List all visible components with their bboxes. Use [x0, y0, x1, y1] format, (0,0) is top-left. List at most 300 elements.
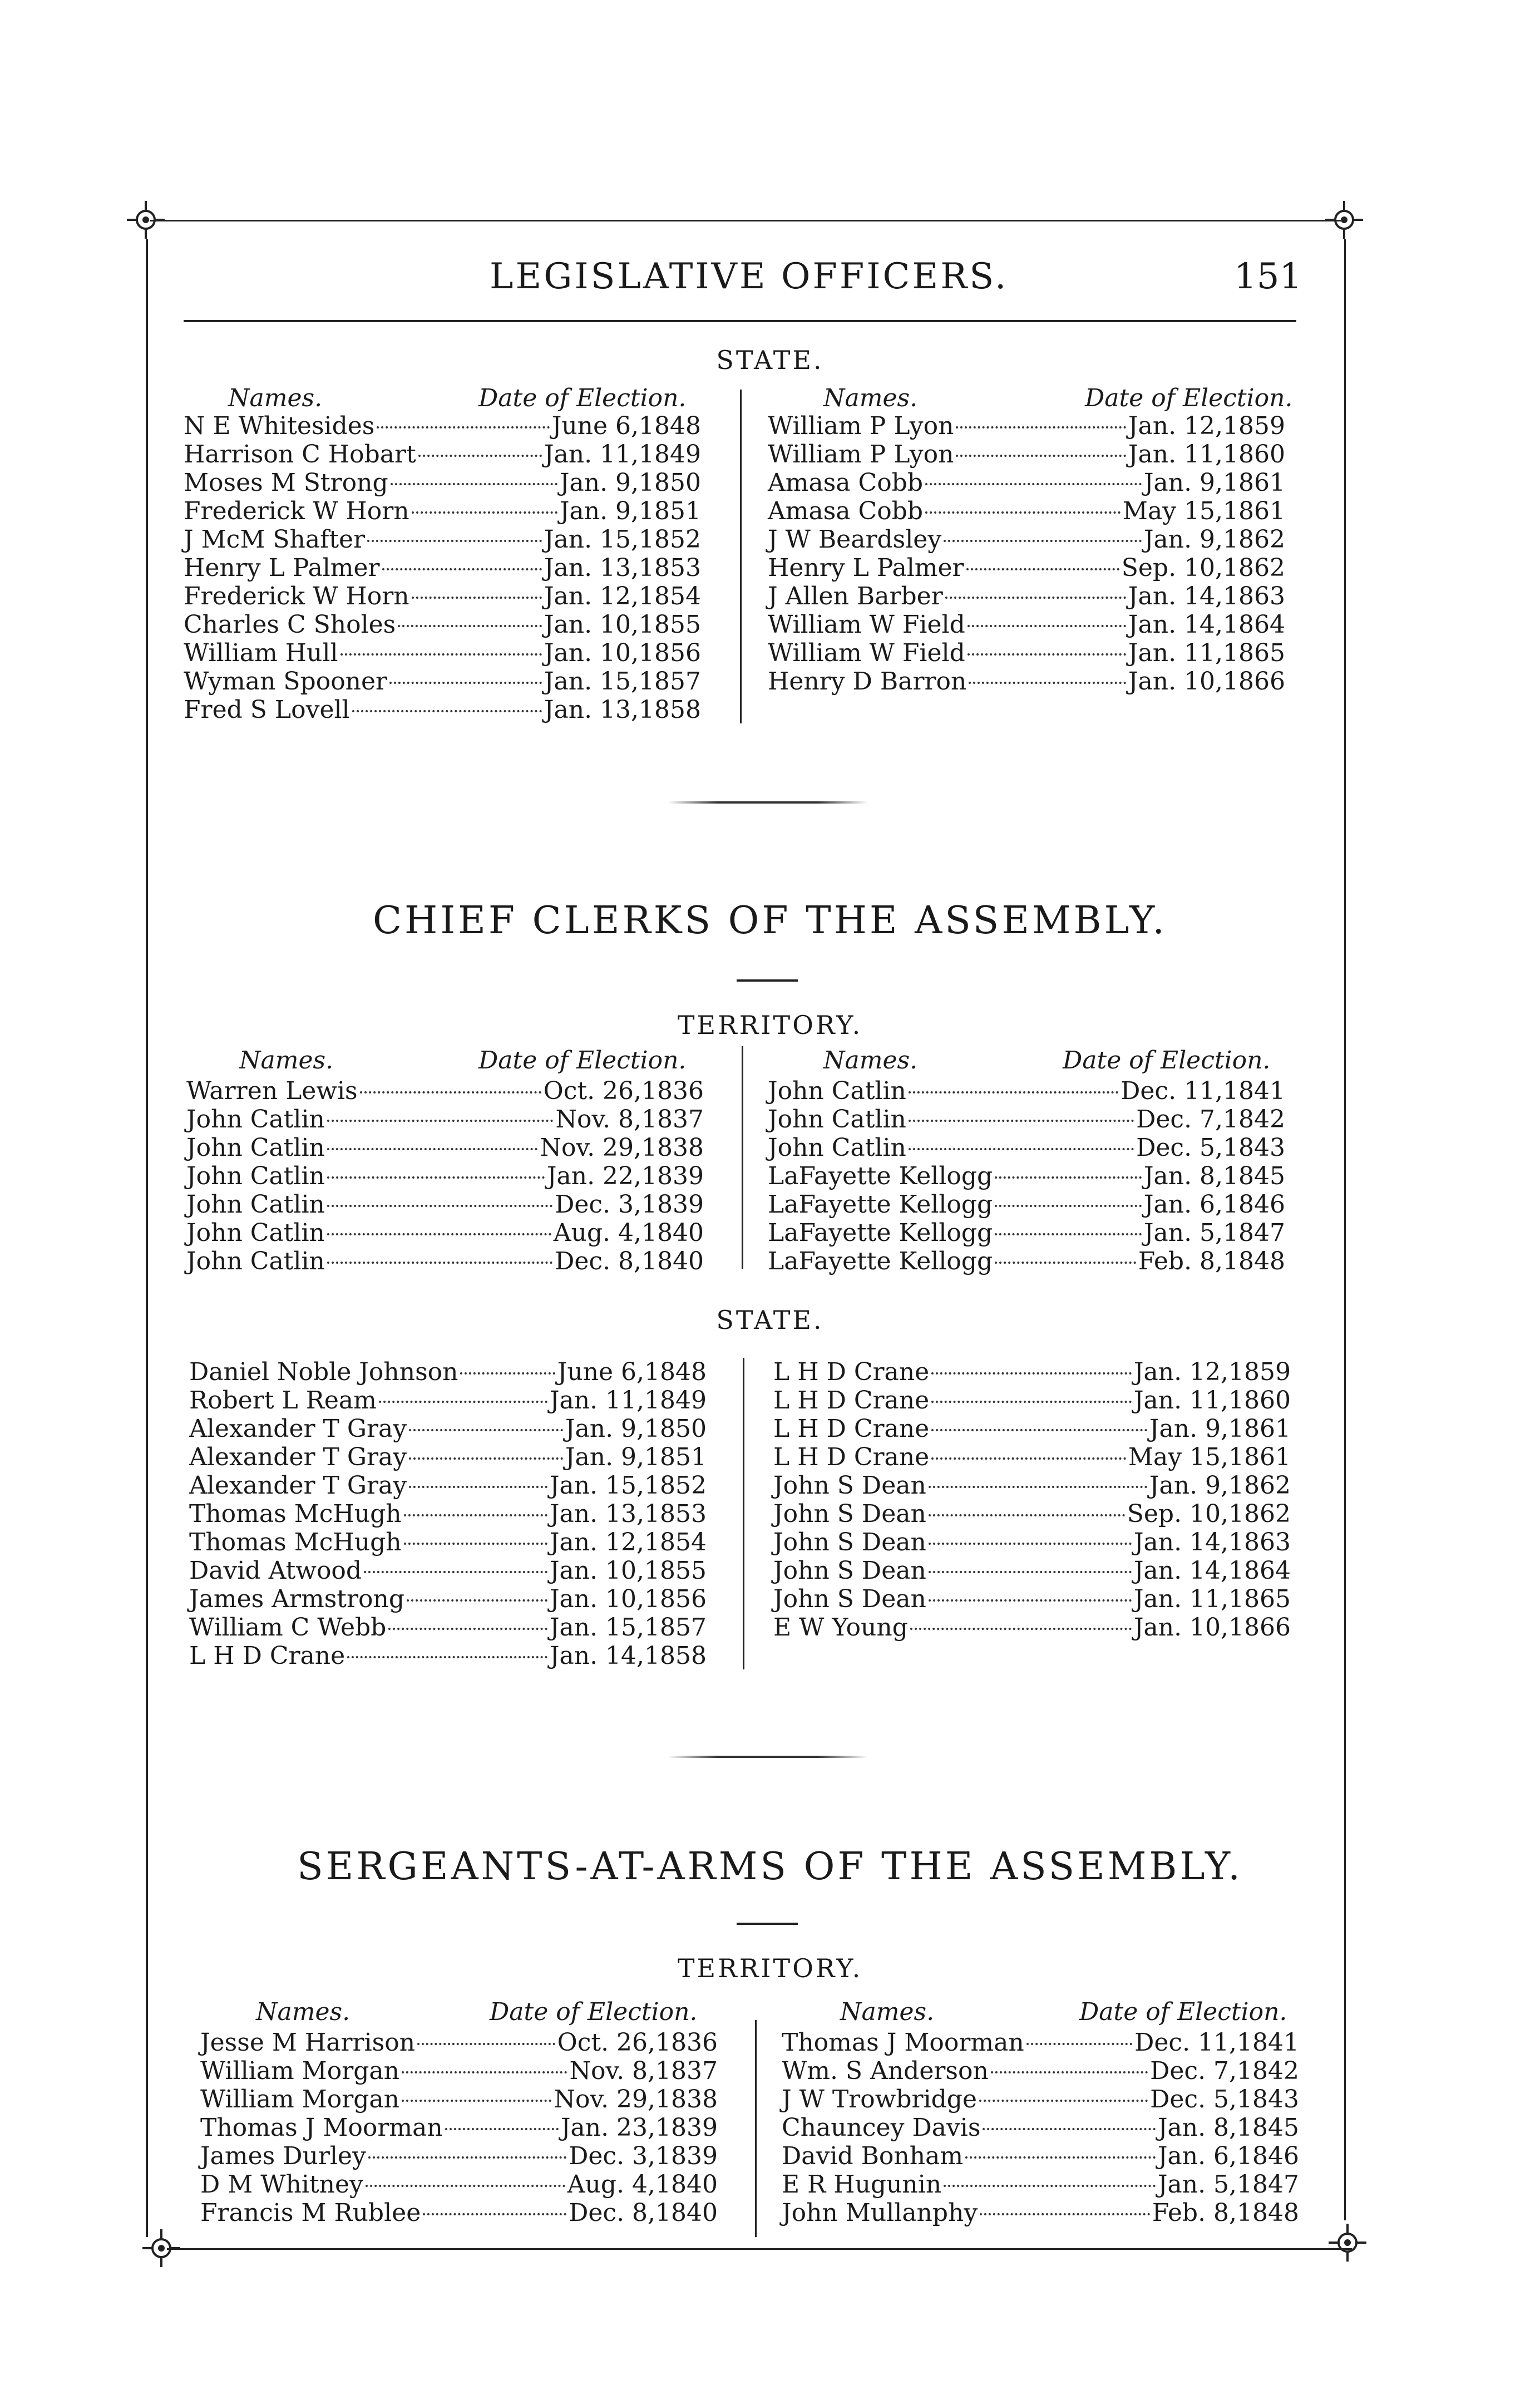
election-date: Nov. 8,1837 [555, 1105, 704, 1134]
election-date: Nov. 8,1837 [569, 2057, 718, 2085]
officer-name: LaFayette Kellogg [768, 1162, 993, 1190]
list-item [768, 667, 1285, 696]
dot-leader [409, 1457, 563, 1460]
election-date: Dec. 11,1841 [1121, 1077, 1285, 1105]
dot-leader [995, 1262, 1136, 1264]
officer-name: Henry L Palmer [768, 554, 964, 582]
dot-leader [423, 2213, 566, 2215]
list-item [184, 639, 701, 667]
names-column-header: Names. [256, 1998, 351, 2026]
dot-leader [956, 455, 1126, 457]
list-item [184, 469, 701, 497]
dot-leader [377, 426, 549, 428]
election-date: Jan. 15,1857 [544, 667, 701, 696]
list-item [189, 1358, 707, 1386]
corner-ornament-icon [139, 2226, 184, 2270]
officer-name: Robert L Ream [189, 1386, 377, 1415]
election-date: Jan. 11,1865 [1128, 639, 1285, 667]
chief-clerks-territory-right-list [768, 1077, 1285, 1275]
officer-name: John S Dean [773, 1500, 926, 1528]
list-item [200, 2085, 718, 2114]
election-date: Dec. 5,1843 [1136, 1134, 1285, 1162]
officer-name: John S Dean [773, 1556, 926, 1585]
election-date: Jan. 10,1866 [1133, 1613, 1291, 1642]
state-subheading: STATE. [716, 345, 824, 375]
election-date: Jan. 12,1854 [549, 1528, 707, 1556]
officer-name: E W Young [773, 1613, 908, 1642]
list-item [768, 639, 1285, 667]
list-item [782, 2142, 1299, 2170]
election-date: Feb. 8,1848 [1152, 2199, 1299, 2227]
officer-name: William W Field [768, 639, 965, 667]
dot-leader [398, 625, 542, 627]
officer-name: Frederick W Horn [184, 497, 409, 525]
election-date: Oct. 26,1836 [557, 2028, 718, 2057]
short-rule [737, 1923, 798, 1925]
election-date: Jan. 9,1850 [559, 469, 701, 497]
officer-name: Thomas McHugh [189, 1500, 402, 1528]
election-date: Jan. 9,1862 [1143, 525, 1285, 554]
election-date: May 15,1861 [1128, 1443, 1291, 1471]
list-item [189, 1613, 707, 1642]
list-item [768, 497, 1285, 525]
list-item [773, 1443, 1291, 1471]
dot-leader [404, 1543, 547, 1545]
list-item [186, 1105, 704, 1134]
list-item [186, 1077, 704, 1105]
election-date: Jan. 11,1849 [544, 440, 701, 469]
election-date: Dec. 8,1840 [555, 1247, 704, 1275]
dot-leader [418, 455, 542, 457]
list-item [782, 2199, 1299, 2227]
officer-name: Alexander T Gray [189, 1443, 407, 1471]
officer-name: D M Whitney [200, 2170, 363, 2199]
officer-name: Jesse M Harrison [200, 2028, 416, 2057]
dot-leader [364, 1571, 547, 1573]
territory-subheading: TERRITORY. [677, 1010, 863, 1040]
officer-name: Fred S Lovell [184, 696, 350, 724]
officer-name: LaFayette Kellogg [768, 1190, 993, 1219]
election-date: Aug. 4,1840 [553, 1219, 704, 1247]
officer-name: David Bonham [782, 2142, 964, 2170]
dot-leader [931, 1457, 1126, 1460]
election-date: Dec. 7,1842 [1150, 2057, 1299, 2085]
chief-clerks-title: CHIEF CLERKS OF THE ASSEMBLY. [373, 899, 1167, 943]
list-item [773, 1358, 1291, 1386]
list-item [768, 525, 1285, 554]
election-date: Jan. 10,1856 [544, 639, 701, 667]
list-item [773, 1500, 1291, 1528]
election-date: Feb. 8,1848 [1138, 1247, 1285, 1275]
list-item [782, 2028, 1299, 2057]
officer-name: William Hull [184, 639, 338, 667]
officer-name: John Catlin [768, 1105, 906, 1134]
date-column-header: Date of Election. [478, 384, 687, 412]
election-date: Aug. 4,1840 [567, 2170, 718, 2199]
list-item [773, 1415, 1291, 1443]
running-head-rule [184, 320, 1296, 322]
officer-name: L H D Crane [189, 1642, 345, 1670]
election-date: Jan. 12,1859 [1133, 1358, 1291, 1386]
dot-leader [389, 682, 542, 684]
dot-leader [995, 1176, 1142, 1179]
dot-leader [909, 1091, 1118, 1093]
officer-name: Wyman Spooner [184, 667, 388, 696]
list-item [184, 696, 701, 724]
list-item [773, 1585, 1291, 1613]
dot-leader [327, 1233, 551, 1235]
dot-leader [1026, 2043, 1132, 2045]
officer-name: LaFayette Kellogg [768, 1219, 993, 1247]
election-date: Oct. 26,1836 [543, 1077, 704, 1105]
dot-leader [909, 1148, 1134, 1150]
dot-leader [409, 1486, 547, 1488]
list-item [184, 412, 701, 440]
dot-leader [327, 1262, 552, 1264]
corner-ornament-icon [1322, 198, 1366, 242]
election-date: Jan. 23,1839 [560, 2114, 718, 2142]
dot-leader [979, 2100, 1148, 2102]
state-officers-right-list [768, 412, 1285, 696]
dot-leader [925, 511, 1121, 514]
frame-bottom-rule [167, 2248, 1352, 2250]
election-date: Jan. 10,1856 [549, 1585, 707, 1613]
dot-leader [909, 1120, 1134, 1122]
chief-clerks-state-right-list [773, 1358, 1291, 1642]
list-item [200, 2199, 718, 2227]
list-item [189, 1443, 707, 1471]
dot-leader [366, 2185, 565, 2187]
election-date: Jan. 15,1852 [544, 525, 701, 554]
list-item [200, 2170, 718, 2199]
column-divider [742, 1046, 743, 1269]
election-date: Nov. 29,1838 [554, 2085, 718, 2114]
election-date: Jan. 9,1861 [1143, 469, 1285, 497]
list-item [768, 610, 1285, 639]
dot-leader [931, 1401, 1132, 1403]
officer-name: E R Hugunin [782, 2170, 942, 2199]
list-item [773, 1613, 1291, 1642]
list-item [782, 2085, 1299, 2114]
dot-leader [327, 1148, 538, 1150]
officer-name: Harrison C Hobart [184, 440, 416, 469]
officer-name: John Catlin [186, 1105, 325, 1134]
officer-name: James Durley [200, 2142, 366, 2170]
dot-leader [412, 511, 557, 514]
officer-name: Warren Lewis [186, 1077, 358, 1105]
election-date: Jan. 9,1861 [1149, 1415, 1291, 1443]
officer-name: Charles C Sholes [184, 610, 396, 639]
dot-leader [340, 653, 542, 656]
officer-name: Amasa Cobb [768, 469, 924, 497]
column-divider [743, 1358, 744, 1669]
election-date: Dec. 7,1842 [1136, 1105, 1285, 1134]
list-item [200, 2057, 718, 2085]
dot-leader [445, 2128, 559, 2130]
list-item [189, 1528, 707, 1556]
list-item [186, 1219, 704, 1247]
election-date: Jan. 9,1850 [565, 1415, 707, 1443]
dot-leader [931, 1429, 1147, 1431]
dot-leader [925, 483, 1142, 485]
election-date: Jan. 11,1865 [1133, 1585, 1291, 1613]
election-date: Jan. 22,1839 [546, 1162, 704, 1190]
page-number: 151 [1234, 256, 1302, 297]
list-item [189, 1415, 707, 1443]
names-column-header: Names. [239, 1046, 334, 1075]
election-date: Jan. 10,1866 [1128, 667, 1285, 696]
list-item [184, 582, 701, 610]
election-date: Jan. 13,1858 [544, 696, 701, 724]
officer-name: John S Dean [773, 1528, 926, 1556]
dot-leader [460, 1372, 555, 1375]
names-column-header: Names. [840, 1998, 935, 2026]
officer-name: John Catlin [768, 1134, 906, 1162]
dot-leader [327, 1205, 552, 1207]
dot-leader [966, 568, 1119, 570]
list-item [768, 469, 1285, 497]
list-item [768, 1105, 1285, 1134]
date-column-header: Date of Election. [1079, 1998, 1287, 2026]
chief-clerks-state-left-list [189, 1358, 707, 1670]
state-officers-left-list [184, 412, 701, 724]
election-date: Jan. 14,1863 [1128, 582, 1285, 610]
officer-name: Frederick W Horn [184, 582, 409, 610]
dot-leader [968, 653, 1126, 656]
officer-name: Alexander T Gray [189, 1415, 407, 1443]
dot-leader [412, 597, 542, 599]
officer-name: L H D Crane [773, 1443, 930, 1471]
election-date: Jan. 15,1857 [549, 1613, 707, 1642]
date-column-header: Date of Election. [1063, 1046, 1271, 1075]
list-item [773, 1528, 1291, 1556]
list-item [782, 2057, 1299, 2085]
dot-leader [388, 1628, 547, 1630]
election-date: June 6,1848 [557, 1358, 707, 1386]
state-subheading: STATE. [716, 1305, 824, 1335]
election-date: Jan. 9,1862 [1149, 1471, 1291, 1500]
election-date: Jan. 8,1845 [1143, 1162, 1285, 1190]
list-item [768, 1162, 1285, 1190]
election-date: Sep. 10,1862 [1121, 554, 1285, 582]
list-item [768, 554, 1285, 582]
dot-leader [995, 1205, 1142, 1207]
territory-subheading: TERRITORY. [677, 1953, 863, 1983]
election-date: Jan. 10,1855 [544, 610, 701, 639]
election-date: Jan. 14,1863 [1133, 1528, 1291, 1556]
dot-leader [944, 540, 1142, 542]
dot-leader [379, 1401, 547, 1403]
column-divider [740, 390, 742, 723]
list-item [200, 2028, 718, 2057]
list-item [768, 1077, 1285, 1105]
list-item [189, 1471, 707, 1500]
election-date: Jan. 5,1847 [1143, 1219, 1285, 1247]
list-item [189, 1386, 707, 1415]
sergeants-at-arms-title: SERGEANTS-AT-ARMS OF THE ASSEMBLY. [297, 1845, 1243, 1889]
sergeants-territory-left-list [200, 2028, 718, 2227]
officer-name: Alexander T Gray [189, 1471, 407, 1500]
dot-leader [402, 2071, 567, 2073]
officer-name: J W Trowbridge [782, 2085, 978, 2114]
date-column-header: Date of Election. [1085, 384, 1293, 412]
sergeants-territory-right-list [782, 2028, 1299, 2227]
election-date: Jan. 9,1851 [559, 497, 701, 525]
names-column-header: Names. [823, 1046, 918, 1075]
chief-clerks-territory-left-list [186, 1077, 704, 1275]
section-ornament-rule [668, 801, 868, 804]
dot-leader [968, 625, 1126, 627]
list-item [184, 440, 701, 469]
election-date: Jan. 9,1851 [565, 1443, 707, 1471]
dot-leader [402, 2100, 551, 2102]
list-item [773, 1556, 1291, 1585]
election-date: June 6,1848 [551, 412, 701, 440]
list-item [768, 1134, 1285, 1162]
dot-leader [929, 1543, 1132, 1545]
dot-leader [382, 568, 542, 570]
frame-top-rule [150, 220, 1341, 221]
list-item [189, 1500, 707, 1528]
list-item [768, 1190, 1285, 1219]
dot-leader [327, 1176, 545, 1179]
section-ornament-rule [668, 1756, 868, 1758]
officer-name: Henry L Palmer [184, 554, 380, 582]
officer-name: Thomas J Moorman [200, 2114, 443, 2142]
officer-name: John Mullanphy [782, 2199, 978, 2227]
election-date: Jan. 13,1853 [544, 554, 701, 582]
list-item [186, 1134, 704, 1162]
dot-leader [929, 1514, 1125, 1516]
list-item [768, 440, 1285, 469]
dot-leader [931, 1372, 1132, 1375]
list-item [189, 1556, 707, 1585]
list-item [768, 412, 1285, 440]
election-date: Jan. 12,1859 [1128, 412, 1285, 440]
list-item [200, 2142, 718, 2170]
dot-leader [417, 2043, 555, 2045]
list-item [189, 1642, 707, 1670]
election-date: Dec. 5,1843 [1150, 2085, 1299, 2114]
officer-name: John Catlin [186, 1247, 325, 1275]
date-column-header: Date of Election. [478, 1046, 687, 1075]
officer-name: Francis M Rublee [200, 2199, 421, 2227]
dot-leader [391, 483, 557, 485]
election-date: Jan. 6,1846 [1157, 2142, 1299, 2170]
dot-leader [910, 1628, 1132, 1630]
officer-name: Thomas McHugh [189, 1528, 402, 1556]
officer-name: David Atwood [189, 1556, 362, 1585]
dot-leader [327, 1120, 554, 1122]
list-item [184, 554, 701, 582]
election-date: Jan. 12,1854 [544, 582, 701, 610]
officer-name: William P Lyon [768, 440, 954, 469]
election-date: Jan. 10,1855 [549, 1556, 707, 1585]
officer-name: Daniel Noble Johnson [189, 1358, 458, 1386]
officer-name: John Catlin [186, 1134, 325, 1162]
officer-name: John S Dean [773, 1471, 926, 1500]
dot-leader [995, 1233, 1142, 1235]
dot-leader [969, 682, 1126, 684]
list-item [184, 525, 701, 554]
officer-name: LaFayette Kellogg [768, 1247, 993, 1275]
dot-leader [929, 1486, 1147, 1488]
frame-right-rule [1344, 239, 1346, 2220]
dot-leader [404, 1514, 547, 1516]
list-item [768, 1247, 1285, 1275]
election-date: May 15,1861 [1122, 497, 1285, 525]
officer-name: J W Beardsley [768, 525, 942, 554]
dot-leader [347, 1656, 547, 1658]
election-date: Jan. 5,1847 [1157, 2170, 1299, 2199]
officer-name: Moses M Strong [184, 469, 388, 497]
list-item [184, 667, 701, 696]
election-date: Jan. 14,1858 [549, 1642, 707, 1670]
dot-leader [944, 2185, 1156, 2187]
column-divider [755, 2020, 757, 2237]
election-date: Sep. 10,1862 [1127, 1500, 1291, 1528]
election-date: Dec. 3,1839 [555, 1190, 704, 1219]
officer-name: L H D Crane [773, 1415, 930, 1443]
election-date: Jan. 8,1845 [1157, 2114, 1299, 2142]
frame-left-rule [146, 239, 148, 2237]
officer-name: William Morgan [200, 2085, 399, 2114]
dot-leader [407, 1599, 547, 1602]
election-date: Jan. 15,1852 [549, 1471, 707, 1500]
officer-name: Wm. S Anderson [782, 2057, 989, 2085]
officer-name: William C Webb [189, 1613, 387, 1642]
officer-name: John Catlin [186, 1219, 325, 1247]
officer-name: John Catlin [186, 1190, 325, 1219]
dot-leader [929, 1571, 1132, 1573]
list-item [200, 2114, 718, 2142]
election-date: Jan. 11,1860 [1133, 1386, 1291, 1415]
short-rule [737, 979, 798, 982]
list-item [186, 1190, 704, 1219]
election-date: Jan. 13,1853 [549, 1500, 707, 1528]
list-item [186, 1247, 704, 1275]
officer-name: John Catlin [186, 1162, 325, 1190]
date-column-header: Date of Election. [490, 1998, 698, 2026]
officer-name: L H D Crane [773, 1358, 930, 1386]
dot-leader [352, 710, 542, 712]
dot-leader [368, 2156, 566, 2159]
names-column-header: Names. [823, 384, 918, 412]
dot-leader [367, 540, 542, 542]
election-date: Jan. 6,1846 [1143, 1190, 1285, 1219]
list-item [184, 497, 701, 525]
dot-leader [956, 426, 1126, 428]
officer-name: Thomas J Moorman [782, 2028, 1024, 2057]
list-item [773, 1471, 1291, 1500]
election-date: Dec. 3,1839 [569, 2142, 718, 2170]
list-item [768, 1219, 1285, 1247]
dot-leader [360, 1091, 541, 1093]
officer-name: William P Lyon [768, 412, 954, 440]
officer-name: James Armstrong [189, 1585, 405, 1613]
officer-name: John S Dean [773, 1585, 926, 1613]
election-date: Dec. 8,1840 [569, 2199, 718, 2227]
list-item [186, 1162, 704, 1190]
election-date: Jan. 11,1860 [1128, 440, 1285, 469]
officer-name: William W Field [768, 610, 965, 639]
names-column-header: Names. [228, 384, 323, 412]
list-item [773, 1386, 1291, 1415]
corner-ornament-icon [124, 198, 168, 242]
list-item [782, 2114, 1299, 2142]
corner-ornament-icon [1325, 2220, 1370, 2265]
list-item [768, 582, 1285, 610]
